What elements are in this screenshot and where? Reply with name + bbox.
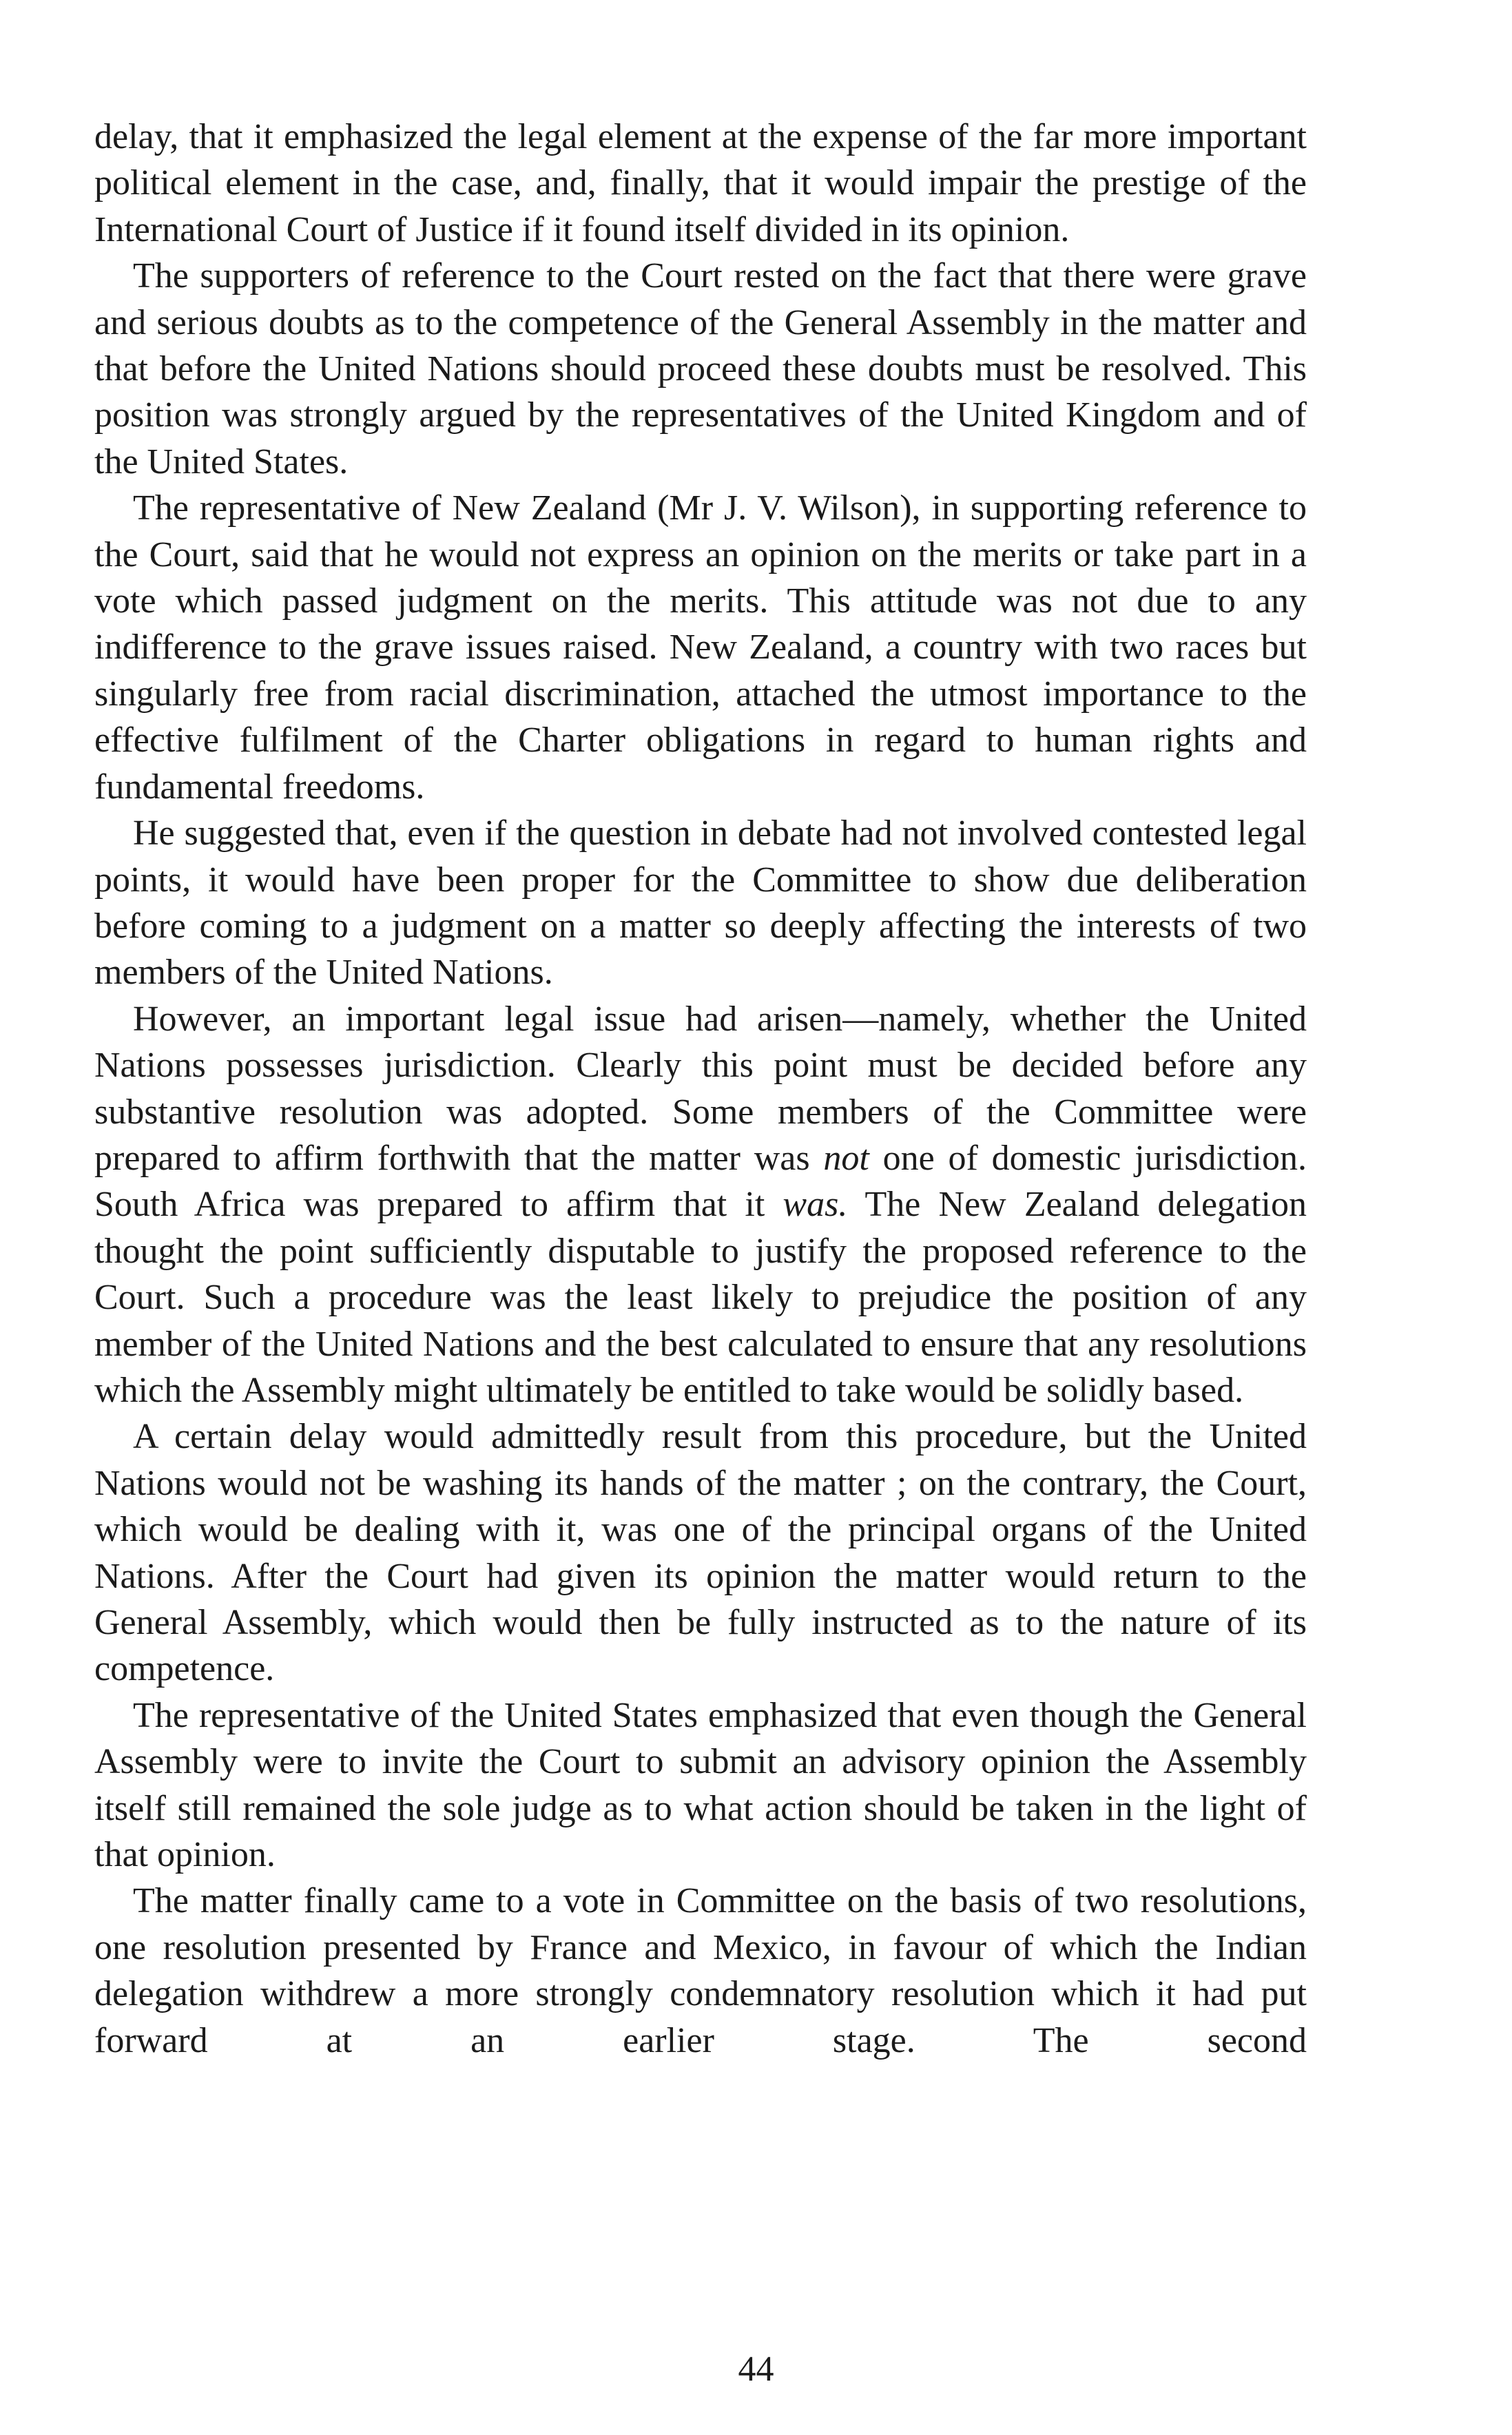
paragraph-certain-delay: A certain delay would admittedly result from this procedure, but the United Nations would not be washing its hands of the matter ; on the contrary, the Court, which would be dealing with it, was one of the principal organs of the United Nations. After the Court had given its opinion the matter would return to the General Assembly, which would then be fully instructed as to the nature of its competence. [94,1417,1307,1689]
paragraph-new-zealand-representative: The representative of New Zealand (Mr J. V. Wilson), in supporting reference to the Court, said that he would not express an opinion on the merits or take part in a vote which passed judgment on the merits. This attitude was not due to any indifference to the grave issues raised. New Zealand, a country with two races but singularly free from racial discrimination, attached the utmost importance to the effective fulfilment of the Charter obligations in regard to human rights and fundamental freedoms. [94,488,1307,807]
emphasis-not: not [823,1138,869,1178]
paragraph-committee-vote: The matter finally came to a vote in Committee on the basis of two resolutions, one resolution presented by France and Mexico, in favour of which the Indian delegation withdrew a more strongly condemnatory resolution which it had put forward at an earlier stage. The second [94,1881,1307,2060]
paragraph-united-states-representative: The representative of the United States emphasized that even though the General Assembly were to invite the Court to submit an advisory opinion the Assembly itself still remained the sole judge as to what action should be taken in the light of that opinion. [94,1695,1307,1875]
emphasis-was: was. [783,1185,848,1225]
paragraph-supporters-of-reference: The supporters of reference to the Court rested on the fact that there were grave and serious doubts as to the competence of the General Assembly in the matter and that before the United Nations should proceed these doubts must be resolved. This position was strongly argued by the representatives of the United Kingdom and of the United States. [94,256,1307,481]
body-text [94,114,1307,2064]
page-number: 44 [738,2350,774,2389]
paragraph-due-deliberation: He suggested that, even if the question in debate had not involved contested legal points, it would have been proper for the Committee to show due deliberation before coming to a judgment on a matter so deeply affecting the interests of two members of the United Nations. [94,814,1307,993]
paragraph-continued-delay: delay, that it emphasized the legal element at the expense of the far more important political element in the case, and, finally, that it would impair the prestige of the International Court of Justice if it found itself divided in its opinion. [94,117,1307,249]
paragraph-legal-issue-jurisdiction: However, an important legal issue had arisen—namely, whether the United Nations possesses jurisdiction. Clearly this point must be decided before any substantive resolution was adopted. Some members of the Committee were prepared to affirm forthwith that the matter was not one of domestic jurisdiction. South Africa was prepared to affirm that it was. The New Zealand delegation thought the point sufficiently disputable to justify the proposed reference to the Court. Such a procedure was the least likely to prejudice the position of any member of the United Nations and the best calculated to ensure that any resolutions which the Assembly might ultimately be entitled to take would be solidly based. [94,999,1307,1410]
